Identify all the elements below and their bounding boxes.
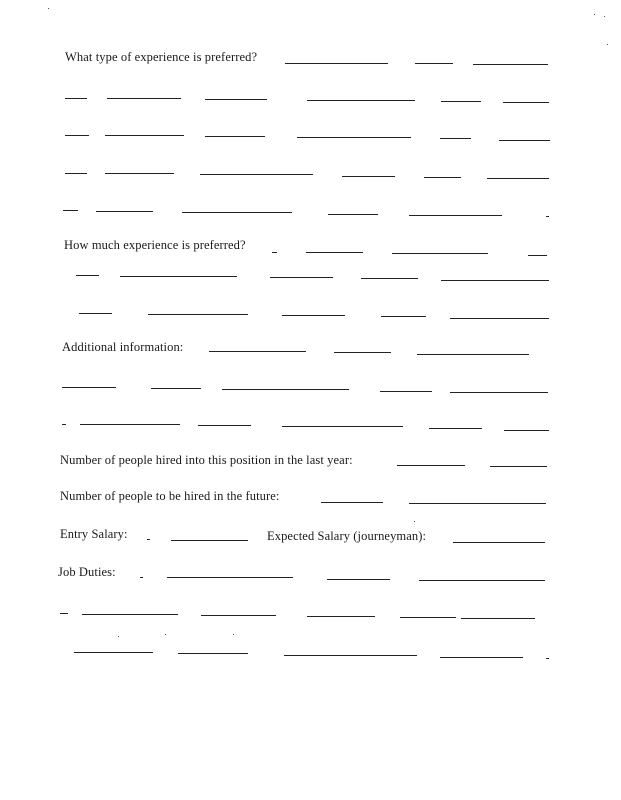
- experience-amount-label: How much experience is preferred?: [64, 238, 246, 252]
- experience-type-label: What type of experience is preferred?: [65, 50, 258, 64]
- hired-future-label: Number of people to be hired in the future:: [60, 489, 280, 503]
- expected-salary-label: Expected Salary (journeyman):: [267, 529, 427, 543]
- additional-info-label: Additional information:: [62, 340, 184, 354]
- hired-last-year-label: Number of people hired into this position in the last year:: [60, 453, 353, 467]
- entry-salary-label: Entry Salary:: [60, 527, 128, 541]
- job-duties-label: Job Duties:: [58, 565, 116, 579]
